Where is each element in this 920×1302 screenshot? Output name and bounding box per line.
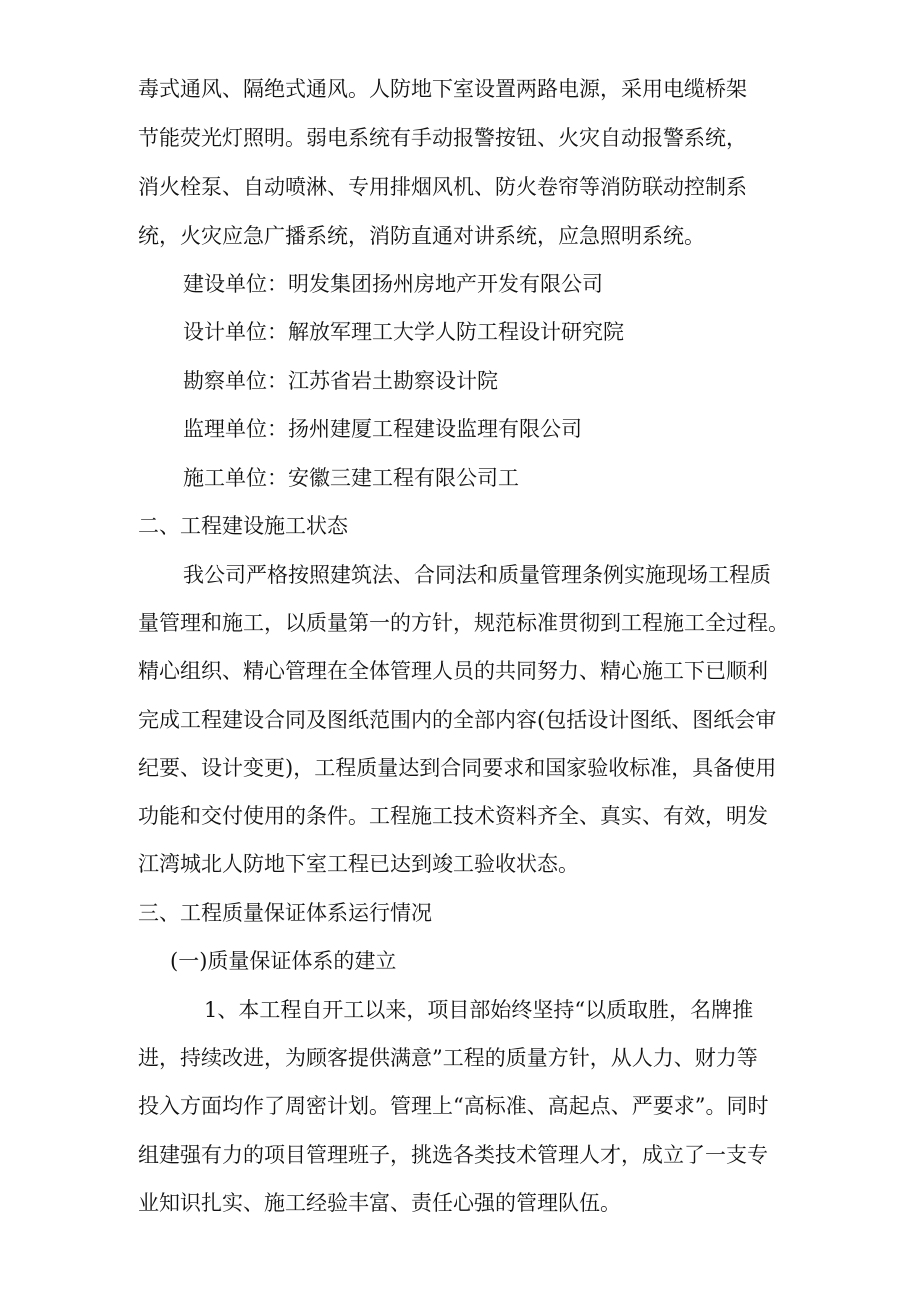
text-line: 量管理和施工，以质量第一的方针，规范标准贯彻到工程施工全过程。: [138, 611, 789, 635]
text-line: 组建强有力的项目管理班子，挑选各类技术管理人才，成立了一支专: [138, 1143, 768, 1167]
text-line: 纪要、设计变更)，工程质量达到合同要求和国家验收标准，具备使用: [138, 756, 777, 780]
builder-unit-line: 施工单位：安徽三建工程有限公司工: [183, 466, 519, 490]
construction-unit-line: 建设单位：明发集团扬州房地产开发有限公司: [183, 272, 603, 296]
text-line: 节能荧光灯照明。弱电系统有手动报警按钮、火灾自动报警系统，: [138, 126, 747, 150]
text-line: 毒式通风、隔绝式通风。人防地下室设置两路电源，采用电缆桥架: [138, 77, 747, 101]
text-line: 完成工程建设合同及图纸范围内的全部内容(包括设计图纸、图纸会审: [138, 708, 777, 732]
text-line: 江湾城北人防地下室工程已达到竣工验收状态。: [138, 852, 579, 876]
text-line: 投入方面均作了周密计划。管理上“高标准、高起点、严要求”。同时: [138, 1094, 769, 1118]
text-line: 精心组织、精心管理在全体管理人员的共同努力、精心施工下已顺利: [138, 659, 768, 683]
subsection-heading-1: (一)质量保证体系的建立: [170, 949, 397, 973]
section-heading-3: 三、工程质量保证体系运行情况: [138, 901, 432, 925]
design-unit-line: 设计单位：解放军理工大学人防工程设计研究院: [183, 320, 624, 344]
text-line: 消火栓泵、自动喷淋、专用排烟风机、防火卷帘等消防联动控制系: [138, 175, 747, 199]
section-heading-2: 二、工程建设施工状态: [138, 514, 348, 538]
text-line: 进，持续改进，为顾客提供满意”工程的质量方针，从人力、财力等: [138, 1046, 758, 1070]
text-line: 功能和交付使用的条件。工程施工技术资料齐全、真实、有效，明发: [138, 804, 768, 828]
text-line: 我公司严格按照建筑法、合同法和质量管理条例实施现场工程质: [183, 563, 771, 587]
text-line: 1、本工程自开工以来，项目部始终坚持“以质取胜，名牌推: [204, 998, 754, 1022]
survey-unit-line: 勘察单位：江苏省岩土勘察设计院: [183, 369, 498, 393]
text-line: 业知识扎实、施工经验丰富、责任心强的管理队伍。: [138, 1191, 621, 1215]
text-line: 统，火灾应急广播系统，消防直通对讲系统，应急照明系统。: [138, 224, 705, 248]
supervision-unit-line: 监理单位：扬州建厦工程建设监理有限公司: [183, 417, 582, 441]
